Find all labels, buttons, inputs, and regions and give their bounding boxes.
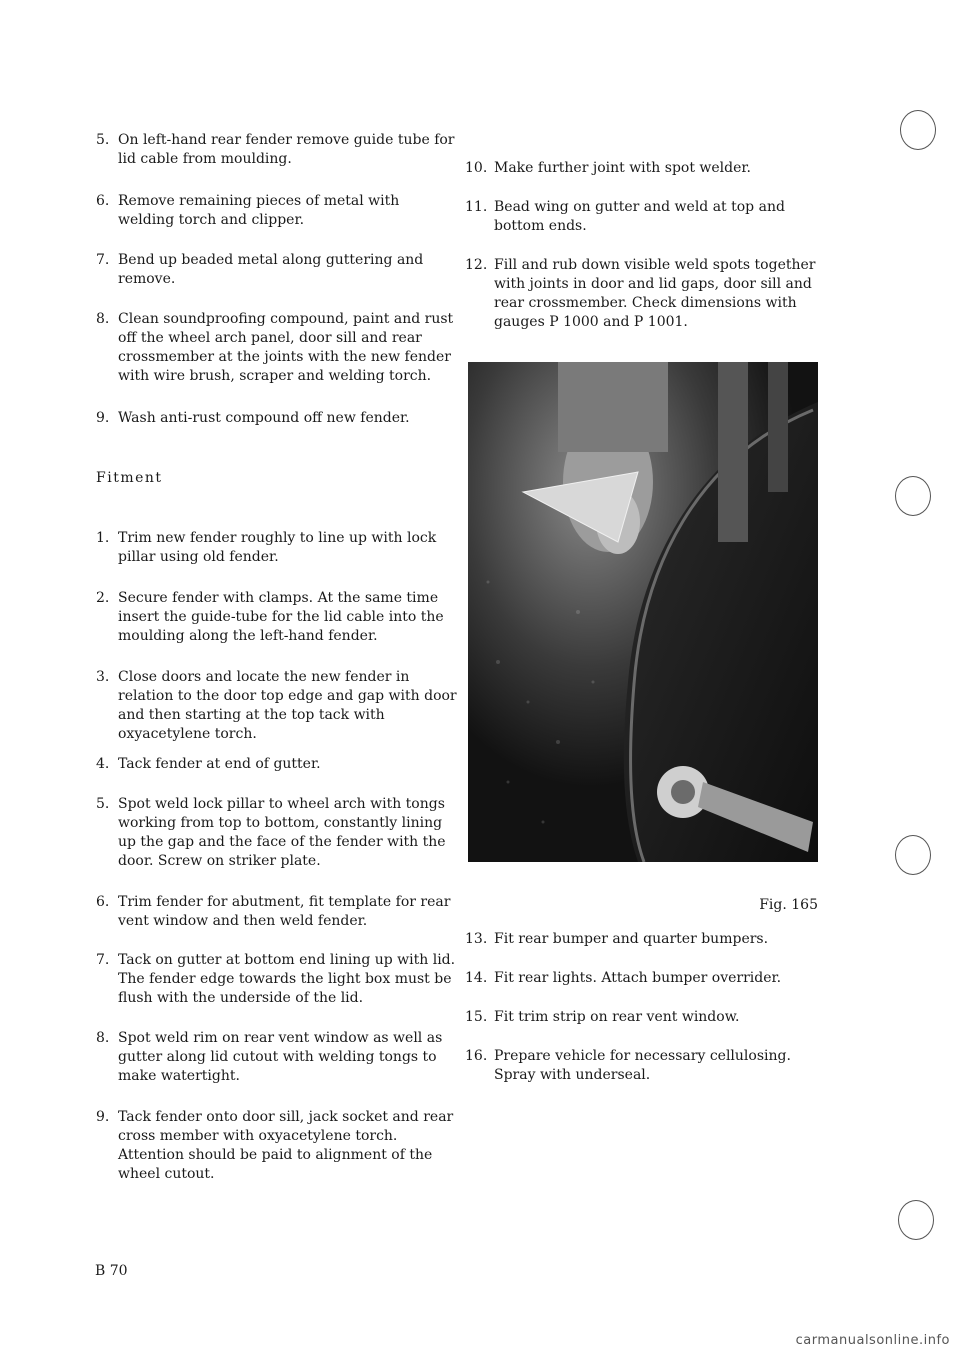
binder-hole [895, 476, 931, 516]
binder-hole [895, 835, 931, 875]
binder-hole [900, 110, 936, 150]
figure-caption: Fig. 165 [759, 897, 818, 913]
photo-illustration [468, 362, 818, 862]
fitment-heading: Fitment [96, 470, 163, 486]
binder-hole [898, 1200, 934, 1240]
page-number: B 70 [95, 1263, 128, 1279]
watermark-text: carmanualsonline.info [795, 1333, 950, 1348]
figure-photo-fender-welding [468, 362, 818, 862]
